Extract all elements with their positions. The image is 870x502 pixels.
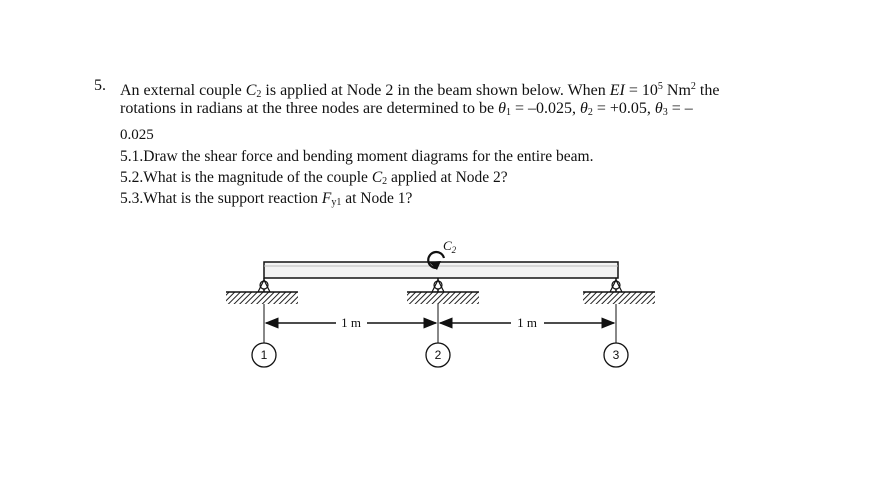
node-2	[426, 343, 450, 367]
svg-text:2: 2	[434, 348, 442, 362]
subquestion-5-3: 5.3.What is the support reaction Fy1 at Node 1?	[120, 190, 413, 208]
question-line-1: An external couple C2 is applied at Node 2 in the beam shown below. When EI = $10^5$ Nm$^2$ the	[120, 81, 720, 100]
subquestion-5-2: 5.2.What is the magnitude of the couple C2 applied at Node 2?	[120, 169, 508, 187]
support-1	[226, 278, 298, 304]
support-3	[583, 278, 655, 304]
question-line-2: rotations in radians at the three nodes are determined to be θ1 = –0.025, θ2 = +0.05, θ3 = –	[120, 100, 693, 118]
svg-text:1: 1	[260, 348, 268, 362]
beam	[264, 262, 618, 278]
node-3	[604, 343, 628, 367]
svg-text:3: 3	[612, 348, 620, 362]
span-1-label: 1 m	[341, 315, 361, 330]
span-2-label: 1 m	[517, 315, 537, 330]
question-number: 5.	[94, 77, 106, 94]
node-1	[252, 343, 276, 367]
couple-label: $C_2$	[443, 238, 457, 255]
support-2	[407, 278, 479, 304]
subquestion-5-1: 5.1.Draw the shear force and bending moment diagrams for the entire beam.	[120, 148, 594, 165]
question-line-3: 0.025	[120, 127, 154, 143]
